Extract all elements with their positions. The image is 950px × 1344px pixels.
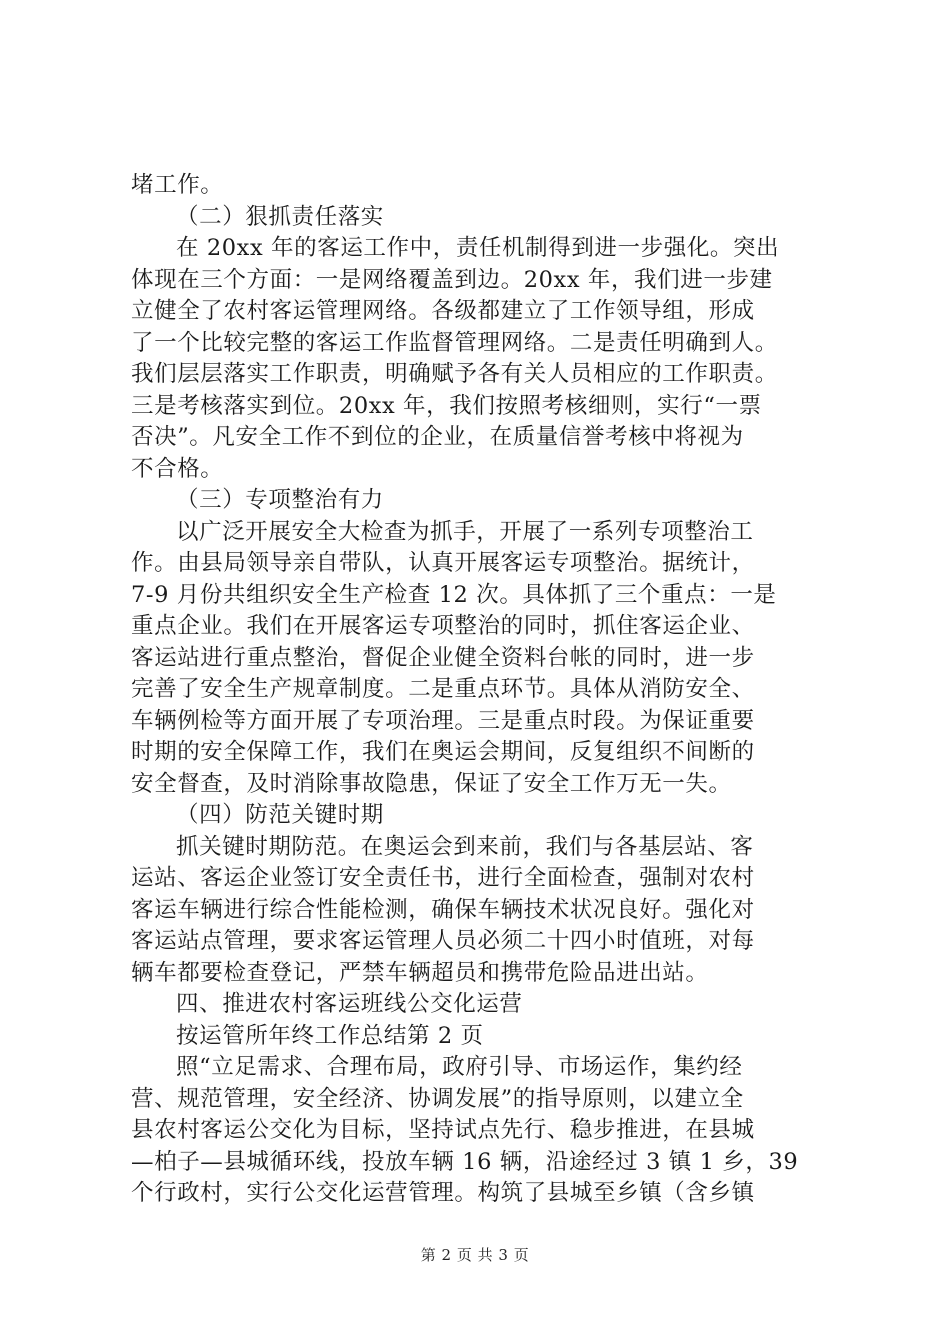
text-line: （三）专项整治有力 [176, 487, 384, 513]
text-line: 运站、客运企业签订安全责任书，进行全面检查，强制对农村 [131, 865, 755, 891]
text-line: 照“立足需求、合理布局，政府引导、市场运作，集约经 [176, 1054, 743, 1080]
text-line: 堵工作。 [131, 172, 224, 198]
text-line: 客运站点管理，要求客运管理人员必须二十四小时值班，对每 [131, 928, 755, 954]
text-line: 体现在三个方面：一是网络覆盖到边。20xx 年，我们进一步建 [131, 266, 773, 293]
text-line: 客运车辆进行综合性能检测，确保车辆技术状况良好。强化对 [131, 896, 755, 923]
text-line: 重点企业。我们在开展客运专项整治的同时，抓住客运企业、 [131, 613, 755, 639]
text-line: 客运站进行重点整治，督促企业健全资料台帐的同时，进一步 [131, 644, 755, 671]
text-line: 不合格。 [131, 455, 224, 482]
text-line: 安全督查，及时消除事故隐患，保证了安全工作万无一失。 [131, 770, 732, 797]
text-line: （二）狠抓责任落实 [176, 203, 384, 230]
text-line: 营、规范管理，安全经济、协调发展”的指导原则，以建立全 [131, 1085, 744, 1112]
text-line: 了一个比较完整的客运工作监督管理网络。二是责任明确到人。 [131, 329, 778, 356]
text-line: 辆车都要检查登记，严禁车辆超员和携带危险品进出站。 [131, 959, 709, 986]
page-footer: 第 2 页 共 3 页 [420, 1246, 530, 1264]
text-line: 完善了安全生产规章制度。二是重点环节。具体从消防安全、 [131, 676, 755, 702]
text-line: 县农村客运公交化为目标，坚持试点先行、稳步推进，在县城 [131, 1117, 755, 1143]
text-line: 车辆例检等方面开展了专项治理。三是重点时段。为保证重要 [131, 707, 755, 734]
text-line: 作。由县局领导亲自带队，认真开展客运专项整治。据统计， [131, 550, 755, 576]
text-line: —柏子—县城循环线，投放车辆 16 辆，沿途经过 3 镇 1 乡，39 [131, 1148, 799, 1175]
text-line: 抓关键时期防范。在奥运会到来前，我们与各基层站、客 [176, 833, 754, 860]
text-line: 我们层层落实工作职责，明确赋予各有关人员相应的工作职责。 [131, 361, 778, 387]
text-line: 三是考核落实到位。20xx 年，我们按照考核细则，实行“一票 [131, 392, 762, 419]
text-line: 四、推进农村客运班线公交化运营 [176, 991, 523, 1017]
text-line: （四）防范关键时期 [176, 802, 384, 828]
text-line: 否决”。凡安全工作不到位的企业，在质量信誉考核中将视为 [131, 424, 744, 450]
text-line: 以广泛开展安全大检查为抓手，开展了一系列专项整治工 [176, 518, 754, 545]
text-line: 在 20xx 年的客运工作中，责任机制得到进一步强化。突出 [176, 235, 780, 261]
document-body [131, 170, 831, 1210]
text-line: 7-9 月份共组织安全生产检查 12 次。具体抓了三个重点：一是 [131, 581, 777, 608]
text-line: 按运管所年终工作总结第 2 页 [176, 1022, 484, 1049]
text-line: 个行政村，实行公交化运营管理。构筑了县城至乡镇（含乡镇 [131, 1180, 755, 1206]
text-line: 时期的安全保障工作，我们在奥运会期间，反复组织不间断的 [131, 739, 755, 765]
text-line: 立健全了农村客运管理网络。各级都建立了工作领导组，形成 [131, 298, 755, 324]
